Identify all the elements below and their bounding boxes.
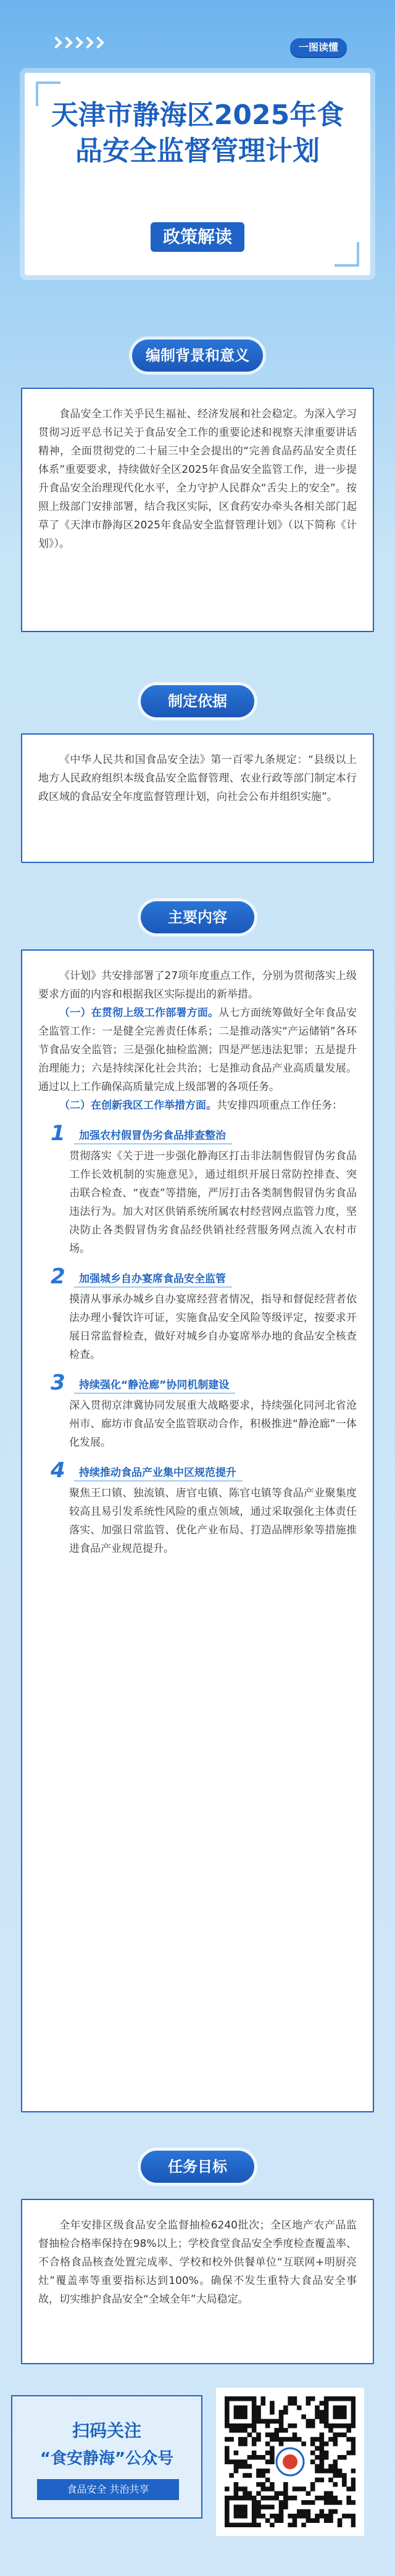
section-box-goals [21,2199,374,2364]
task-body: 贯彻落实《关于进一步强化静海区打击非法制售假冒伪劣食品工作长效机制的实施意见》，通过组织开展日常防控排查、突击联合检查、“夜查”等措施，严厉打击各类制售假冒伪劣食品违法行为。加大对区供销系统所属农村经营网点监管力度，坚决防止各类假冒伪劣食品经供销社经营服务网点流入农村市场。 [69,1150,357,1255]
task-item [38,1122,357,1258]
qr-code-icon [225,2396,356,2527]
task-item [38,1372,357,1452]
section-heading-content: 主要内容 [141,901,254,933]
task-number: 2 [51,1264,65,1289]
page-subtitle: 政策解读 [151,222,244,252]
task-label: 加强农村假冒伪劣食品排查整治 [74,1127,232,1144]
section-heading-background: 编制背景和意义 [132,340,263,372]
task-body: 摸清从事承办城乡自办宴席经营者情况，指导和督促经营者依法办理小餐饮许可证，实施食品安全风险等级评定，按要求开展日常监督检查，做好对城乡自办宴席举办地的食品安全核查检查。 [69,1293,357,1361]
chevron-right-icon [92,36,104,49]
follow-card [11,2395,202,2519]
section-body: 全年安排区级食品安全监督抽检6240批次；全区地产农产品监督抽检合格率保持在98%以上；学校食堂食品安全季度检查覆盖率、不合格食品核查处置完成率、学校和校外供餐单位“互联网+明厨亮灶”覆盖率等重要指标达到100%。确保不发生重特大食品安全事故，切实维护食品安全“全域全年”大局稳定。 [38,2219,357,2306]
section-box-background [21,388,374,632]
task-number: 3 [51,1370,65,1395]
account-name: “食安静海”公众号 [40,2449,174,2468]
task-body: 深入贯彻京津冀协同发展重大战略要求，持续强化同河北省沧州市、廊坊市食品安全监管联动合作，积极推进“静沧廊”一体化发展。 [69,1399,357,1449]
task-header [51,1122,357,1144]
task-item [38,1459,357,1558]
task-header [51,1459,357,1482]
page-title: 天津市静海区2025年食品安全监督管理计划 [51,99,344,167]
decorative-chevrons [52,38,102,47]
part1-lead: （一）在贯彻上级工作部署方面。 [59,1007,219,1019]
tag-badge: 一图读懂 [290,38,347,57]
part2-body: 共安排四项重点工作任务： [217,1099,343,1112]
task-number: 1 [51,1121,65,1146]
task-label: 加强城乡自办宴席食品安全监管 [74,1270,232,1288]
task-header [51,1265,357,1288]
section-box-basis [21,733,374,863]
task-number: 4 [51,1458,65,1483]
content-intro: 《计划》共安排部署了27项年度重点工作，分别为贯彻落实上级要求方面的内容和根据我区实际提出的新举措。 [38,970,357,1001]
section-body: 食品安全工作关乎民生福祉、经济发展和社会稳定。为深入学习贯彻习近平总书记关于食品安全工作的重要论述和视察天津重要讲话精神，全面贯彻党的二十届三中全会提出的“完善食品药品安全责任体系”重要要求，持续做好全区2025年食品安全监管工作，进一步提升食品安全治理现代化水平，全力守护人民群众“舌尖上的安全”。按照上级部门安排部署，结合我区实际，区食药安办牵头各相关部门起草了《天津市静海区2025年食品安全监督管理计划》（以下简称《计划》）。 [38,408,357,550]
part1-paragraph [38,1004,357,1096]
task-item [38,1265,357,1364]
section-heading-goals: 任务目标 [141,2151,254,2183]
task-header [51,1372,357,1394]
part1-body: 从七方面统筹做好全年食品安全监管工作：一是健全完善责任体系；二是推动落实“产运储销”各环节食品安全监管；三是强化抽检监测；四是严惩违法犯罪；五是提升治理能力；六是持续深化社会共治；七是推动食品产业高质量发展。通过以上工作确保高质量完成上级部署的各项任务。 [38,1007,357,1093]
task-body: 聚焦王口镇、独流镇、唐官屯镇、陈官屯镇等食品产业聚集度较高且易引发系统性风险的重点领域，通过采取强化主体责任落实、加强日常监管、优化产业布局、打造品牌形象等措施推进食品产业规范提升。 [69,1487,357,1555]
title-card [25,73,370,275]
corner-decoration [335,242,359,267]
part2-lead: （二）在创新我区工作举措方面。 [59,1099,217,1112]
part2-paragraph [38,1096,357,1115]
section-heading-basis: 制定依据 [141,685,254,717]
section-box-content [21,949,374,2112]
qr-code[interactable] [216,2388,364,2536]
section-body: 《中华人民共和国食品安全法》第一百零九条规定：“县级以上地方人民政府组织本级食品安全监督管理、农业行政等部门制定本行政区域的食品安全年度监督管理计划，向社会公布并组织实施”。 [38,754,357,803]
slogan: 食品安全 共治共享 [37,2479,179,2500]
task-label: 持续强化“静沧廊”协同机制建设 [74,1376,235,1394]
task-label: 持续推动食品产业集中区规范提升 [74,1464,243,1482]
follow-title: 扫码关注 [72,2420,141,2441]
